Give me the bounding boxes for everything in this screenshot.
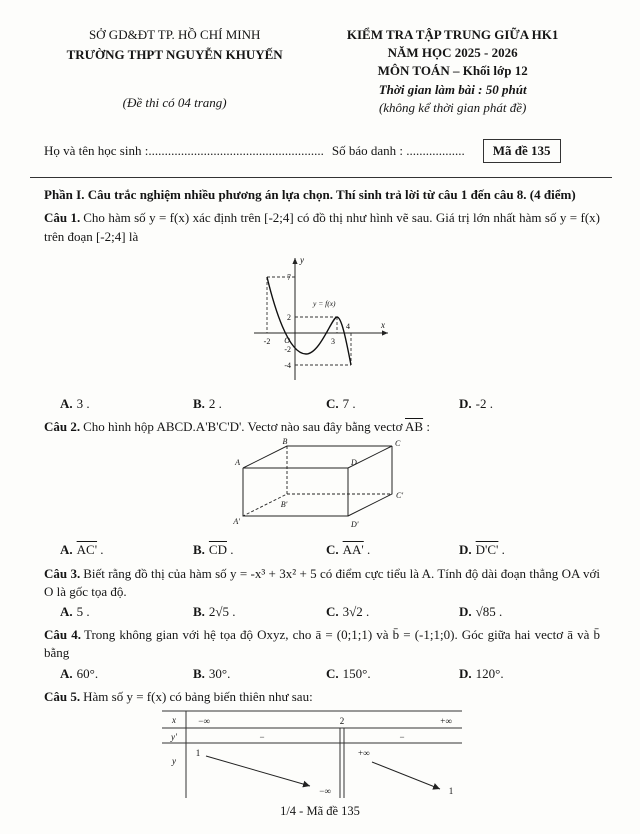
student-info-row [44, 139, 600, 163]
option-letter: B. [193, 665, 205, 681]
q2-text: Cho hình hộp ABCD.A'B'C'D'. Vectơ nào sau đây bằng vectơ [83, 419, 403, 435]
y-left-top: 1 [195, 747, 201, 758]
option-text: 3√2 . [342, 604, 370, 619]
q1-option-b [193, 395, 326, 413]
option-text: 120°. [475, 665, 504, 681]
option-text: 60°. [76, 665, 99, 681]
option-vector: $\overline{CD}$ [208, 542, 227, 558]
yprime-sign-right: − [399, 731, 405, 742]
y-axis-arrow [292, 258, 297, 264]
duration-line: Thời gian làm bài : 50 phút [378, 81, 527, 97]
vertex-b1: B' [280, 500, 288, 510]
option-vector: AA' [342, 542, 364, 558]
q1-option-a [60, 395, 193, 413]
row-y-label: y [172, 755, 176, 766]
q3-options [44, 603, 600, 621]
axes [254, 258, 388, 380]
tick-4: 4 [345, 321, 350, 331]
y-right-top: +∞ [358, 747, 370, 758]
row-x-label: x [172, 714, 176, 725]
q2-option-a [60, 541, 193, 559]
option-text: 150°. [342, 665, 371, 681]
option-letter: C. [326, 665, 339, 681]
school-name: TRƯỜNG THPT NGUYỄN KHUYẾN [66, 47, 283, 63]
y-left-bottom: −∞ [319, 785, 331, 796]
q4-option-b [193, 665, 326, 683]
x-axis-label: x [380, 319, 385, 330]
option-letter: A. [60, 604, 73, 619]
q1-option-d [459, 395, 493, 413]
x-critical: 2 [339, 715, 345, 726]
option-text: 2 . [208, 395, 222, 411]
subject-line: MÔN TOÁN – Khối lớp 12 [377, 63, 528, 79]
student-id-label: Số báo danh : .................. [331, 142, 465, 158]
page-footer: 1/4 - Mã đề 135 [280, 803, 360, 818]
x-neg-inf: −∞ [198, 715, 210, 726]
q4-option-c [326, 665, 459, 683]
function-curve [267, 277, 351, 365]
x-axis-arrow [382, 330, 388, 335]
option-vector: AC' [76, 542, 98, 558]
q2-label: Câu 2. [44, 419, 81, 435]
exam-header [44, 26, 600, 117]
variation-table [162, 710, 462, 798]
option-letter: D. [459, 604, 472, 619]
q1-option-c [326, 395, 459, 413]
q4-text: Trong không gian với hệ tọa độ Oxyz, cho ā = (0;1;1) và b̄ = (-1;1;0). Góc giữa hai vectơ ā và b̄ bằng [44, 627, 600, 661]
q2-option-d [459, 541, 505, 559]
curve-label: y = f(x) [312, 298, 336, 308]
duration-note: (không kể thời gian phát đề) [378, 99, 527, 115]
q1-options [44, 395, 600, 413]
option-text: 5 . [76, 604, 90, 619]
question-3 [44, 565, 600, 601]
q1-graph [240, 248, 405, 388]
option-letter: B. [193, 604, 205, 619]
option-letter: B. [193, 542, 205, 558]
q5-variation-table [162, 710, 600, 803]
option-text: 7 . [342, 395, 356, 411]
pages-note: (Đề thi có 04 trang) [122, 95, 227, 111]
divider [30, 177, 612, 178]
option-text: -2 . [475, 395, 493, 411]
q3-option-b [193, 603, 326, 621]
option-text: √85 . [475, 604, 503, 619]
q2-options [44, 541, 600, 559]
q1-figure [44, 248, 600, 393]
question-2 [44, 418, 600, 436]
tick-neg2-y: -2 [283, 344, 291, 354]
option-suffix: . [363, 542, 371, 558]
question-1 [44, 209, 600, 245]
part1-heading: Phần I. Câu trắc nghiệm nhiều phương án lựa chọn. Thí sinh trả lời từ câu 1 đến câu 8. (4 điểm) [44, 187, 576, 203]
option-text: 3 . [76, 395, 90, 411]
tick-neg2-x: -2 [263, 336, 270, 346]
student-name-label: Họ và tên học sinh :...................................................... [44, 142, 324, 158]
q5-text: Hàm số y = f(x) có bảng biến thiên như sau: [83, 688, 313, 704]
vertex-a1: A' [233, 517, 240, 527]
q4-options [44, 665, 600, 683]
exam-title: KIỂM TRA TẬP TRUNG GIỮA HK1 [346, 27, 559, 42]
option-vector: D'C' [475, 542, 499, 558]
vertex-b: B [282, 438, 288, 447]
q4-option-a [60, 665, 193, 683]
arrow-decreasing-left [206, 756, 310, 786]
option-letter: D. [459, 665, 472, 681]
option-letter: C. [326, 542, 339, 558]
arrow-decreasing-right [372, 762, 440, 789]
option-suffix: . [498, 542, 505, 558]
school-year: NĂM HỌC 2025 - 2026 [387, 45, 518, 61]
option-suffix: . [97, 542, 104, 558]
vertex-c: C [395, 439, 401, 449]
tick-3: 3 [330, 336, 335, 346]
option-text: 30°. [208, 665, 231, 681]
exam-code-box: Mã đề 135 [483, 139, 561, 163]
yprime-sign-left: − [259, 731, 265, 742]
q3-text: Biết rằng đồ thị của hàm số y = -x³ + 3x² + 5 có điểm cực tiểu là A. Tính độ dài đoạn thẳng OA với O là gốc tọa độ. [44, 565, 600, 599]
option-text: 2√5 . [208, 604, 236, 619]
option-letter: A. [60, 665, 73, 681]
option-suffix: . [226, 542, 234, 558]
row-yprime-label: y' [171, 731, 177, 742]
q3-option-d [459, 603, 502, 621]
vertex-d: D [351, 458, 357, 468]
q5-label: Câu 5. [44, 688, 81, 704]
tick-neg4-y: -4 [283, 360, 291, 370]
q2-figure [44, 438, 600, 539]
vertex-d1: D' [351, 520, 359, 530]
q2-option-b [193, 541, 326, 559]
q1-text: Cho hàm số y = f(x) xác định trên [-2;4] có đồ thị như hình vẽ sau. Giá trị lớn nhất hàm số y = f(x) trên đoạn [-2;4] là [44, 210, 600, 244]
origin-label: O [283, 335, 290, 345]
q4-label: Câu 4. [44, 627, 81, 643]
x-pos-inf: +∞ [440, 715, 452, 726]
option-letter: C. [326, 604, 339, 619]
option-letter: B. [193, 395, 205, 411]
q2-tail: : [423, 419, 430, 435]
y-right-bottom: 1 [448, 785, 454, 796]
q4-option-d [459, 665, 504, 683]
q3-label: Câu 3. [44, 565, 81, 581]
q2-option-c [326, 541, 459, 559]
vertex-a: A [235, 458, 240, 468]
header-left [44, 26, 305, 117]
q3-option-a [60, 603, 193, 621]
q2-parallelepiped [227, 438, 417, 534]
department-name: SỞ GD&ĐT TP. HỒ CHÍ MINH [88, 27, 261, 42]
option-letter: D. [459, 395, 472, 411]
question-5 [44, 688, 600, 706]
option-letter: C. [326, 395, 339, 411]
option-letter: A. [60, 542, 73, 558]
q1-label: Câu 1. [44, 210, 81, 226]
y-axis-label: y [299, 254, 304, 265]
header-right [305, 26, 600, 117]
option-letter: D. [459, 542, 472, 558]
visible-edges [243, 446, 392, 516]
option-letter: A. [60, 395, 73, 411]
vertex-c1: C' [396, 491, 404, 501]
tick-2: 2 [286, 312, 291, 322]
q3-option-c [326, 603, 459, 621]
q2-vector: $\overline{AB}$ [405, 419, 424, 435]
tick-7: 7 [286, 272, 291, 282]
question-4 [44, 626, 600, 662]
